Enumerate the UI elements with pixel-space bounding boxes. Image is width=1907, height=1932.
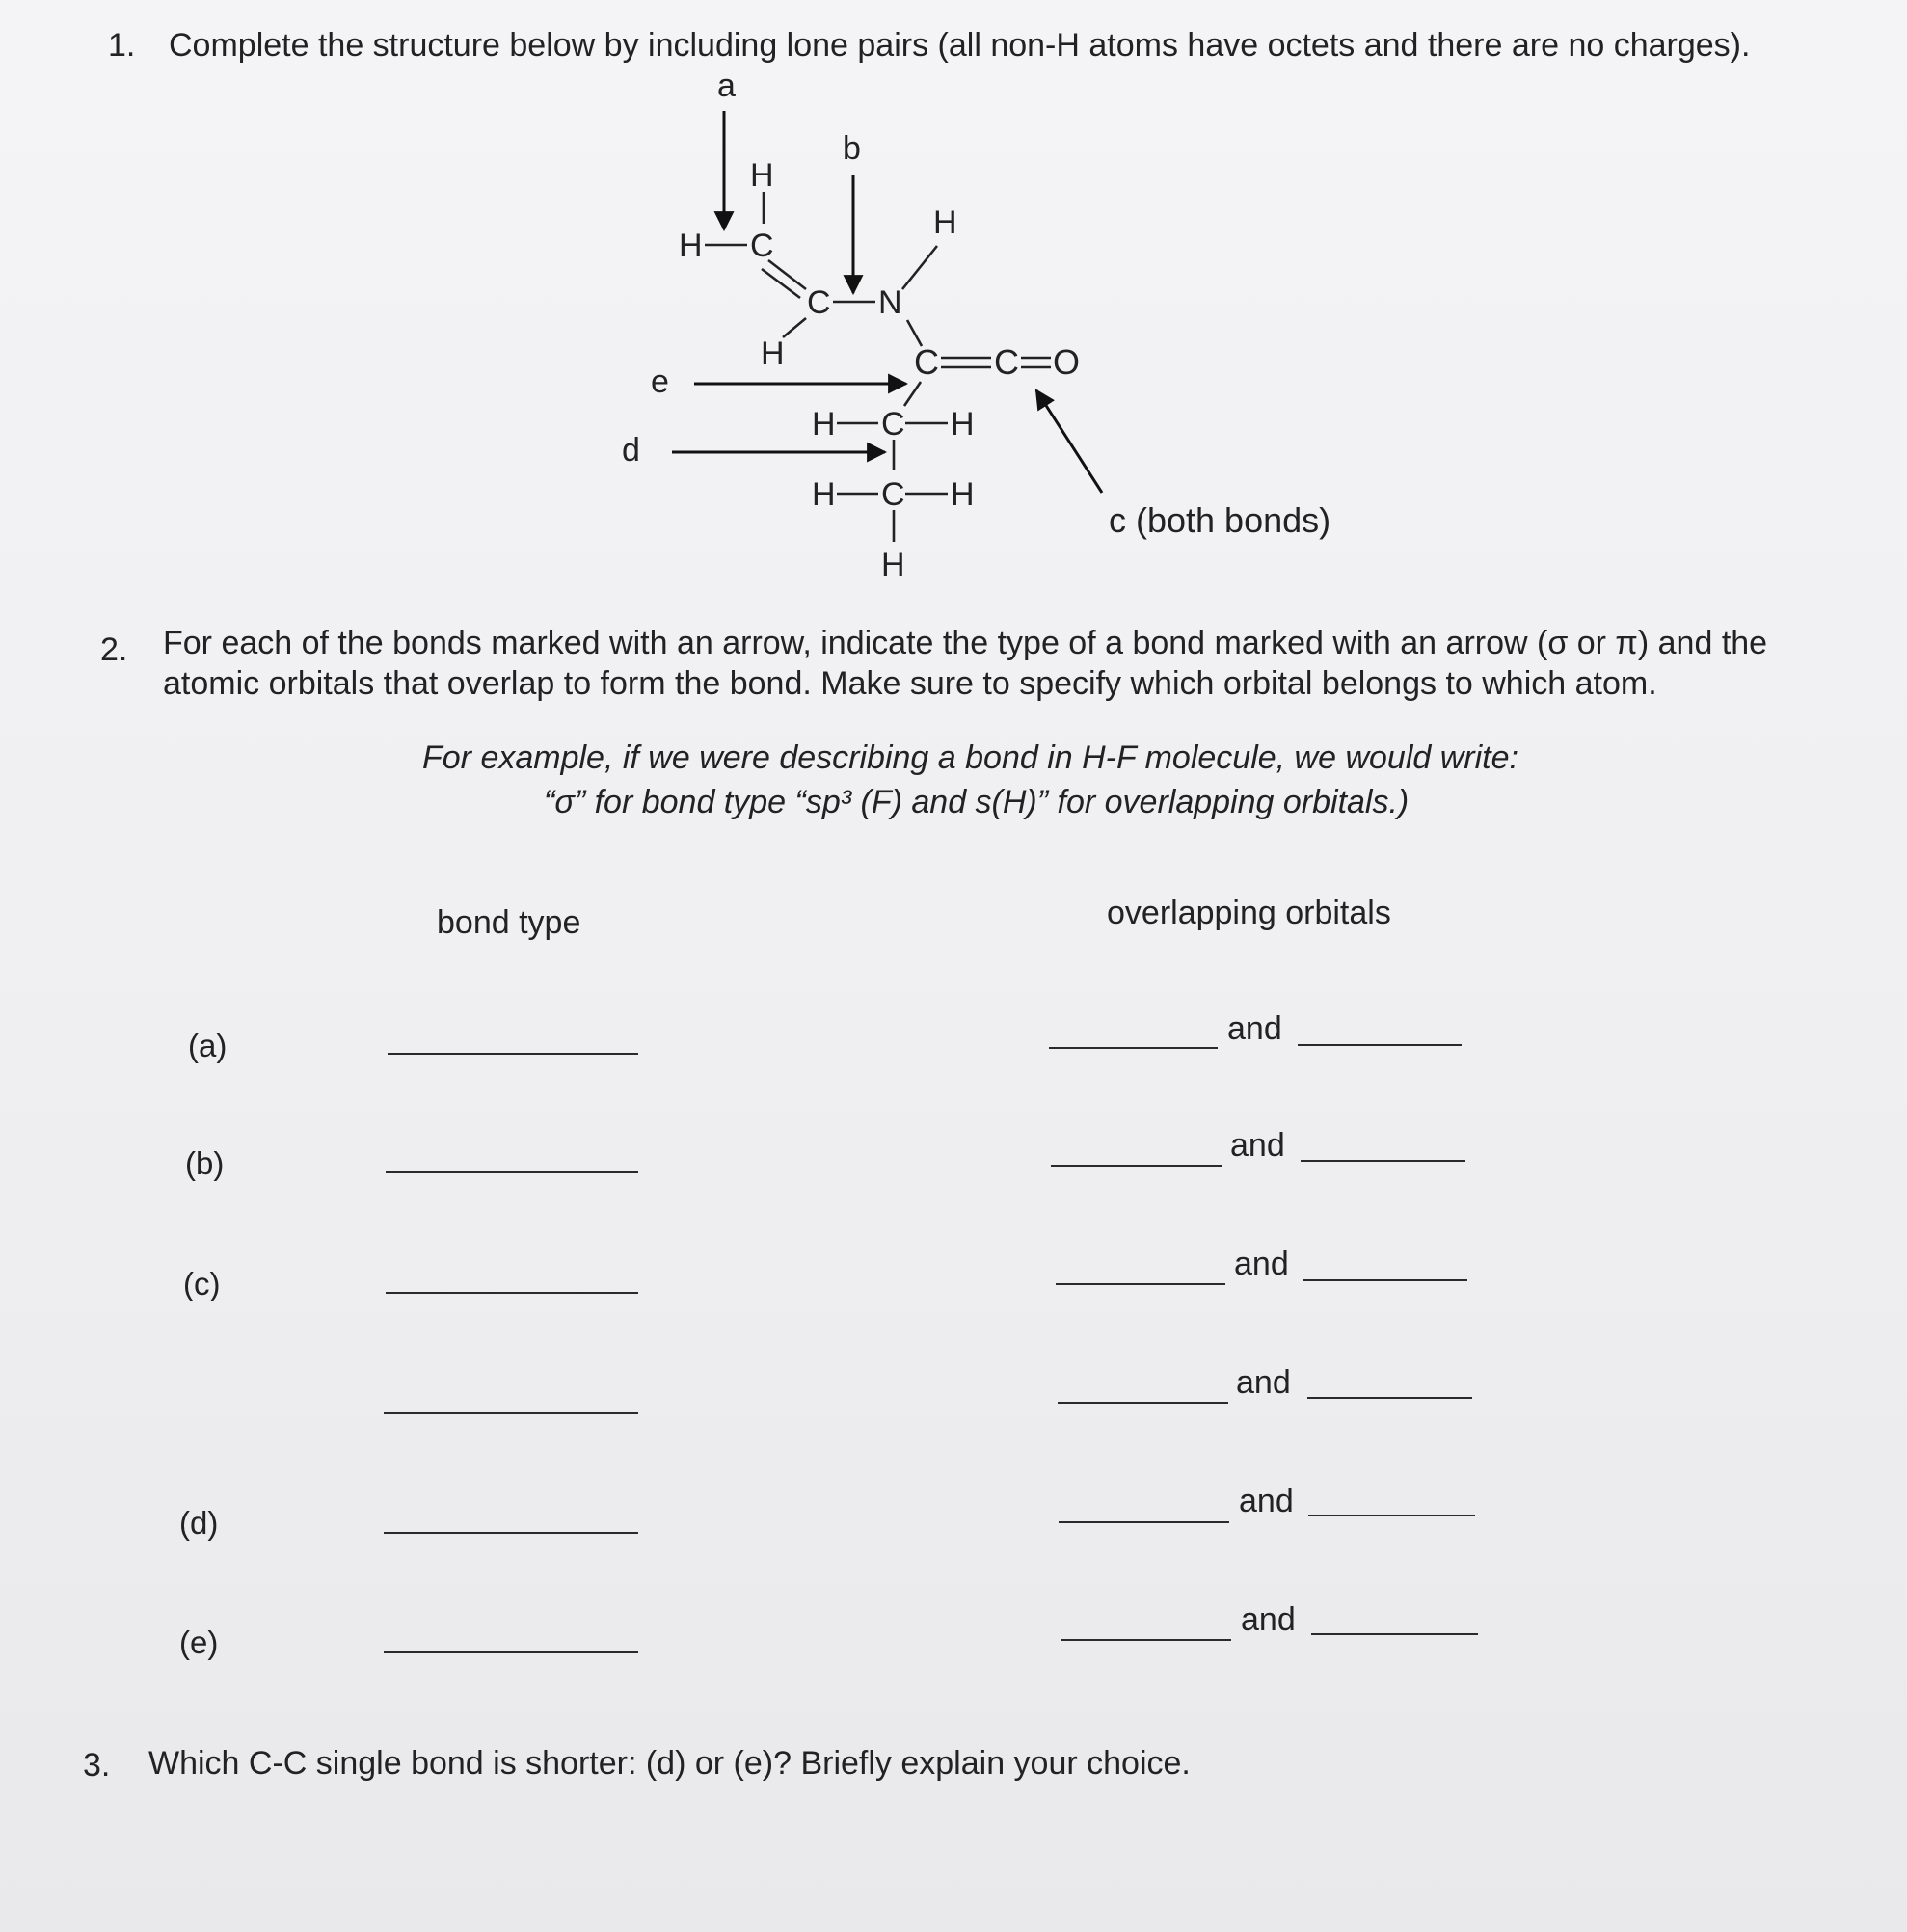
- q2-line2: atomic orbitals that overlap to form the bond. Make sure to specify which orbital belongs to which atom.: [163, 665, 1657, 702]
- bond-type-blank-a[interactable]: [388, 1053, 638, 1055]
- q1-number: 1.: [108, 27, 136, 64]
- atom-c2: C: [807, 284, 831, 321]
- and-text-b: and: [1230, 1127, 1285, 1164]
- atom-o: O: [1053, 342, 1081, 382]
- atom-h-c4-left: H: [812, 406, 836, 443]
- atom-c3: C: [914, 342, 939, 382]
- orbital-blank-c1-2[interactable]: [1303, 1279, 1467, 1281]
- atom-h-n: H: [933, 204, 957, 241]
- and-text-d: and: [1239, 1483, 1294, 1519]
- bond-type-blank-c-2[interactable]: [384, 1412, 638, 1414]
- and-text-e: and: [1241, 1601, 1296, 1638]
- and-text-a: and: [1227, 1010, 1282, 1047]
- atom-h-c5-right: H: [951, 476, 975, 513]
- q3-text: Which C-C single bond is shorter: (d) or (e)? Briefly explain your choice.: [148, 1745, 1191, 1782]
- orbital-blank-a-2[interactable]: [1298, 1044, 1462, 1046]
- arrow-label-d: d: [622, 432, 640, 469]
- and-text-c2: and: [1236, 1364, 1291, 1401]
- arrow-c: [1036, 390, 1102, 493]
- orbital-blank-c1-1[interactable]: [1056, 1283, 1225, 1285]
- arrow-label-a: a: [717, 67, 736, 104]
- atom-h-top: H: [750, 157, 774, 194]
- arrow-label-b: b: [843, 130, 861, 167]
- row-label-d: (d): [179, 1505, 219, 1541]
- atom-h-c5-left: H: [812, 476, 836, 513]
- example-line2: “σ” for bond type “sp³ (F) and s(H)” for overlapping orbitals.): [544, 784, 1410, 820]
- bond-type-blank-b[interactable]: [386, 1171, 638, 1173]
- atom-h-left: H: [679, 228, 703, 264]
- bond-type-blank-e[interactable]: [384, 1651, 638, 1653]
- orbital-blank-b-1[interactable]: [1051, 1165, 1222, 1167]
- atom-c-mid: C: [994, 342, 1019, 382]
- example-line1: For example, if we were describing a bond in H-F molecule, we would write:: [422, 739, 1518, 776]
- q1-text: Complete the structure below by including lone pairs (all non-H atoms have octets and there are no charges).: [169, 27, 1751, 64]
- orbital-blank-d-2[interactable]: [1308, 1515, 1475, 1516]
- row-label-b: (b): [185, 1145, 225, 1181]
- arrow-label-e: e: [651, 363, 669, 400]
- atom-h-c2: H: [761, 335, 785, 372]
- arrow-label-c: c (both bonds): [1109, 500, 1331, 540]
- bond-type-blank-d[interactable]: [384, 1532, 638, 1534]
- row-label-a: (a): [188, 1028, 228, 1063]
- orbital-blank-c2-1[interactable]: [1058, 1402, 1228, 1404]
- orbital-blank-a-1[interactable]: [1049, 1047, 1218, 1049]
- atom-h-bottom: H: [881, 547, 905, 583]
- row-label-e: (e): [179, 1624, 219, 1660]
- q2-line1: For each of the bonds marked with an arrow, indicate the type of a bond marked with an arrow (σ or π) and the: [163, 625, 1768, 661]
- and-text-c1: and: [1234, 1246, 1289, 1282]
- atom-c5: C: [881, 476, 905, 513]
- orbital-blank-d-1[interactable]: [1059, 1521, 1229, 1523]
- atom-c1: C: [750, 228, 774, 264]
- q3-number: 3.: [83, 1747, 111, 1784]
- molecule-structure: [0, 0, 1907, 617]
- orbital-blank-e-2[interactable]: [1311, 1633, 1478, 1635]
- orbital-blank-c2-2[interactable]: [1307, 1397, 1472, 1399]
- column-header-bond-type: bond type: [437, 904, 581, 941]
- orbital-blank-e-1[interactable]: [1061, 1639, 1231, 1641]
- column-header-overlapping-orbitals: overlapping orbitals: [1107, 895, 1391, 931]
- atom-c4: C: [881, 406, 905, 443]
- orbital-blank-b-2[interactable]: [1301, 1160, 1465, 1162]
- bond-type-blank-c-1[interactable]: [386, 1292, 638, 1294]
- atom-h-c4-right: H: [951, 406, 975, 443]
- row-label-c: (c): [183, 1266, 221, 1301]
- q2-number: 2.: [100, 631, 128, 668]
- atom-n: N: [878, 284, 902, 321]
